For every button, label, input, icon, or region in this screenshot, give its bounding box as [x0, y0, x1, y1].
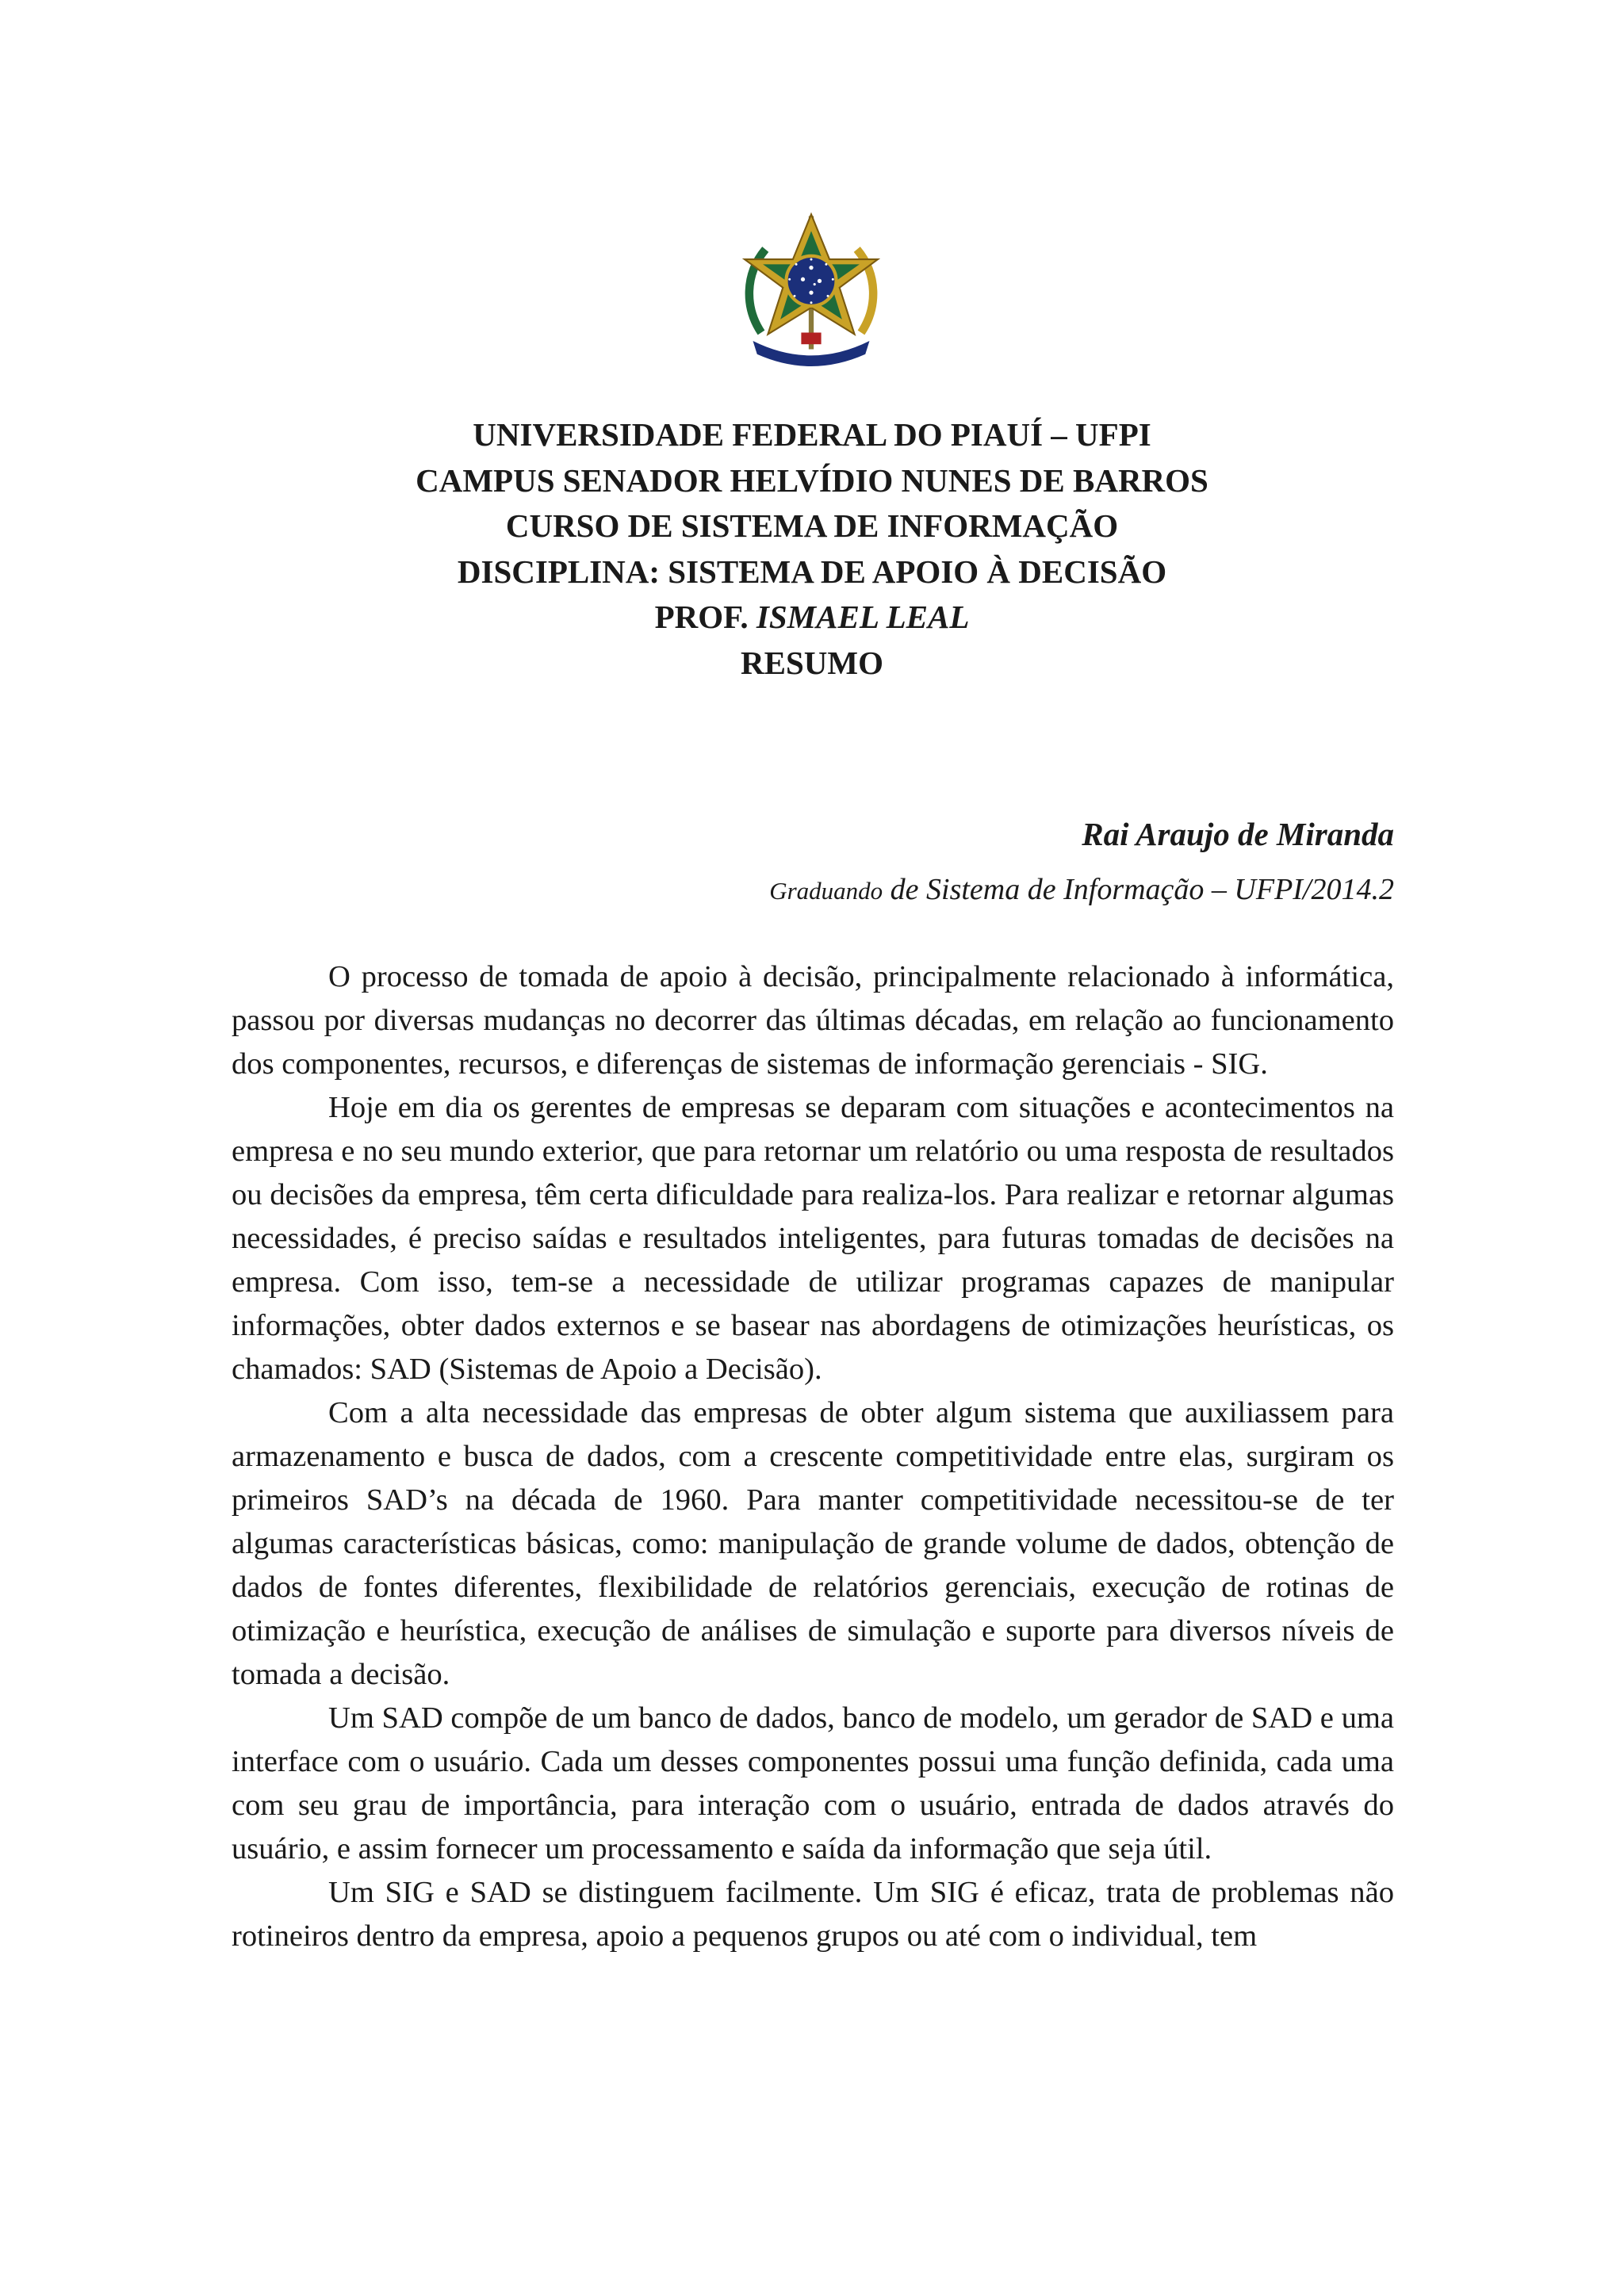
coat-of-arms-icon: [728, 208, 894, 374]
discipline-name: DISCIPLINA: SISTEMA DE APOIO À DECISÃO: [457, 553, 1167, 590]
professor-name: ISMAEL LEAL: [756, 599, 970, 635]
professor-line: [0, 595, 1624, 641]
professor-prefix: PROF.: [654, 599, 756, 635]
document-title: RESUMO: [741, 644, 883, 681]
document-header: [0, 412, 1624, 686]
affiliation-rest: de Sistema de Informação – UFPI/2014.2: [883, 873, 1394, 906]
paragraph: Um SIG e SAD se distinguem facilmente. Um SIG é eficaz, trata de problemas não rotineiros dentro da empresa, apoio a pequenos grupos ou até com o individual, tem: [232, 1876, 1394, 1953]
document-body: [232, 955, 1394, 1958]
paragraph: Com a alta necessidade das empresas de obter algum sistema que auxiliassem para armazenamento e busca de dados, com a crescente competitividade entre elas, surgiram os primeiros SAD’s na década de 1960. Para manter competitividade necessitou-se de ter algumas características básicas, como: manipulação de grande volume de dados, obtenção de dados de fontes diferentes, flexibilidade de relatórios gerenciais, execução de rotinas de otimização e heurística, execução de análises de simulação e suporte para diversos níveis de tomada a decisão.: [232, 1396, 1394, 1691]
affiliation-prefix: Graduando: [769, 877, 883, 905]
author-affiliation: [769, 867, 1394, 913]
campus-name: CAMPUS SENADOR HELVÍDIO NUNES DE BARROS: [416, 461, 1208, 499]
university-name: UNIVERSIDADE FEDERAL DO PIAUÍ – UFPI: [473, 416, 1151, 453]
paragraph: Um SAD compõe de um banco de dados, banco de modelo, um gerador de SAD e uma interface com o usuário. Cada um desses componentes possui uma função definida, cada uma com seu grau de importância, para interação com o usuário, entrada de dados através do usuário, e assim fornecer um processamento e saída da informação que seja útil.: [232, 1701, 1394, 1866]
paragraph: O processo de tomada de apoio à decisão, principalmente relacionado à informática, passou por diversas mudanças no decorrer das últimas décadas, em relação ao funcionamento dos componentes, recursos, e diferenças de sistemas de informação gerenciais - SIG.: [232, 960, 1394, 1081]
paragraph: Hoje em dia os gerentes de empresas se deparam com situações e acontecimentos na empresa e no seu mundo exterior, que para retornar um relatório ou uma resposta de resultados ou decisões da empresa, têm certa dificuldade para realiza-los. Para realizar e retornar algumas necessidades, é preciso saídas e resultados inteligentes, para futuras tomadas de decisões na empresa. Com isso, tem-se a necessidade de utilizar programas capazes de manipular informações, obter dados externos e se basear nas abordagens de otimizações heurísticas, os chamados: SAD (Sistemas de Apoio a Decisão).: [232, 1091, 1394, 1386]
author-name: Rai Araujo de Miranda: [1082, 816, 1394, 852]
course-name: CURSO DE SISTEMA DE INFORMAÇÃO: [505, 507, 1119, 544]
